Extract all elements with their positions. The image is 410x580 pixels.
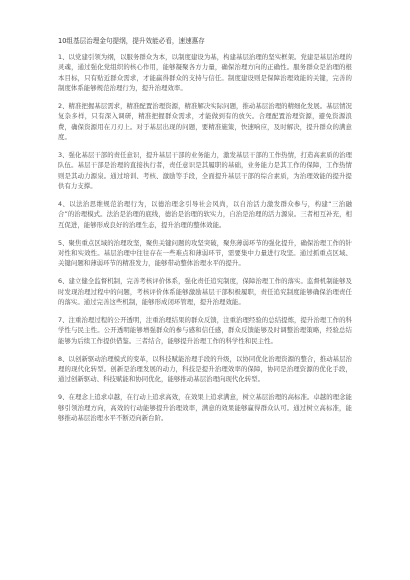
paragraph-8: 8、以创新驱动治理模式的变革，以科技赋能治理手段的升级，以协同优化治理资源的整合，推动基层治理的现代化转型。创新是治理发展的动力，科技是提升治理效率的保障，协同是治理资源的优化手段，通过创新驱动、科技赋能和协同优化，能够推动基层治理向现代化转型。	[58, 354, 352, 384]
paragraph-6: 6、建立健全监督机制，完善考核评价体系，强化责任追究制度，保障治理工作的落实。监督机制能够及时发现治理过程中的问题，考核评价体系能够激励基层干部积极履职，责任追究制度能够确保治理责任的落实。通过完善这些机制，能够形成闭环管理，提升治理效能。	[58, 277, 352, 306]
document-title: 10组基层治理金句提纲，提升效能必看，速速惠存	[58, 37, 205, 45]
paragraph-4: 4、以法治思维规范治理行为，以德治理念引导社会风尚，以自治活力激发群众参与，构建“三治融合”的治理模式。法治是治理的底线，德治是治理的软实力，自治是治理的活力源泉。三者相互补充，相互促进，能够形成良好的治理生态，提升治理的整体效能。	[58, 199, 352, 229]
paragraph-2: 2、精准把握基层需求，精准配置治理资源，精准解决实际问题，推动基层治理的精细化发展。基层情况复杂多样，只有深入调研，精准把握群众需求，才能做到有的放矢。合理配置治理资源，避免资源浪费，确保资源用在刀刃上。对于基层出现的问题，要精准施策，快速响应，及时解决，提升群众的满意度。	[58, 101, 352, 141]
paragraph-7: 7、注重治理过程的公开透明，注重治理结果的群众反馈，注重治理经验的总结提炼，提升治理工作的科学性与民主性。公开透明能够增强群众的参与感和信任感，群众反馈能够及时调整治理策略，经验总结能够为后续工作提供借鉴。三者结合，能够提升治理工作的科学性和民主性。	[58, 316, 352, 345]
paragraph-1: 1、以党建引领为纲，以服务群众为本，以制度建设为基，构建基层治理的坚实框架。党建是基层治理的灵魂，通过强化党组织的核心作用，能够凝聚各方力量，确保治理方向的正确性。服务群众是治理的根本目标，只有贴近群众需求，才能赢得群众的支持与信任。制度建设则是保障治理效能的关键，完善的制度体系能够规范治理行为，提升治理效率。	[58, 53, 352, 92]
paragraph-3: 3、强化基层干部的责任意识，提升基层干部的业务能力，激发基层干部的工作热情，打造高素质的治理队伍。基层干部是治理的直接执行者，责任意识是其履职的基础，业务能力是其工作的保障，工作热情则是其动力源泉。通过培训、考核、激励等手段，全面提升基层干部的综合素质，为治理效能的提升提供有力支撑。	[58, 150, 352, 190]
paragraph-5: 5、聚焦重点区域的治理攻坚，聚焦关键问题的攻坚突破，聚焦薄弱环节的强化提升，确保治理工作的针对性和实效性。基层治理中往往存在一些难点和薄弱环节，需要集中力量进行攻坚。通过抓重点区域、关键问题和薄弱环节的精准发力，能够带动整体治理水平的提升。	[58, 238, 352, 268]
paragraph-9: 9、在理念上追求卓越，在行动上追求高效，在效果上追求满意，树立基层治理的高标准。卓越的理念能够引领治理方向，高效的行动能够提升治理效率，满意的效果能够赢得群众认可。通过树立高标准，能够推动基层治理水平不断迈向新台阶。	[58, 393, 352, 422]
